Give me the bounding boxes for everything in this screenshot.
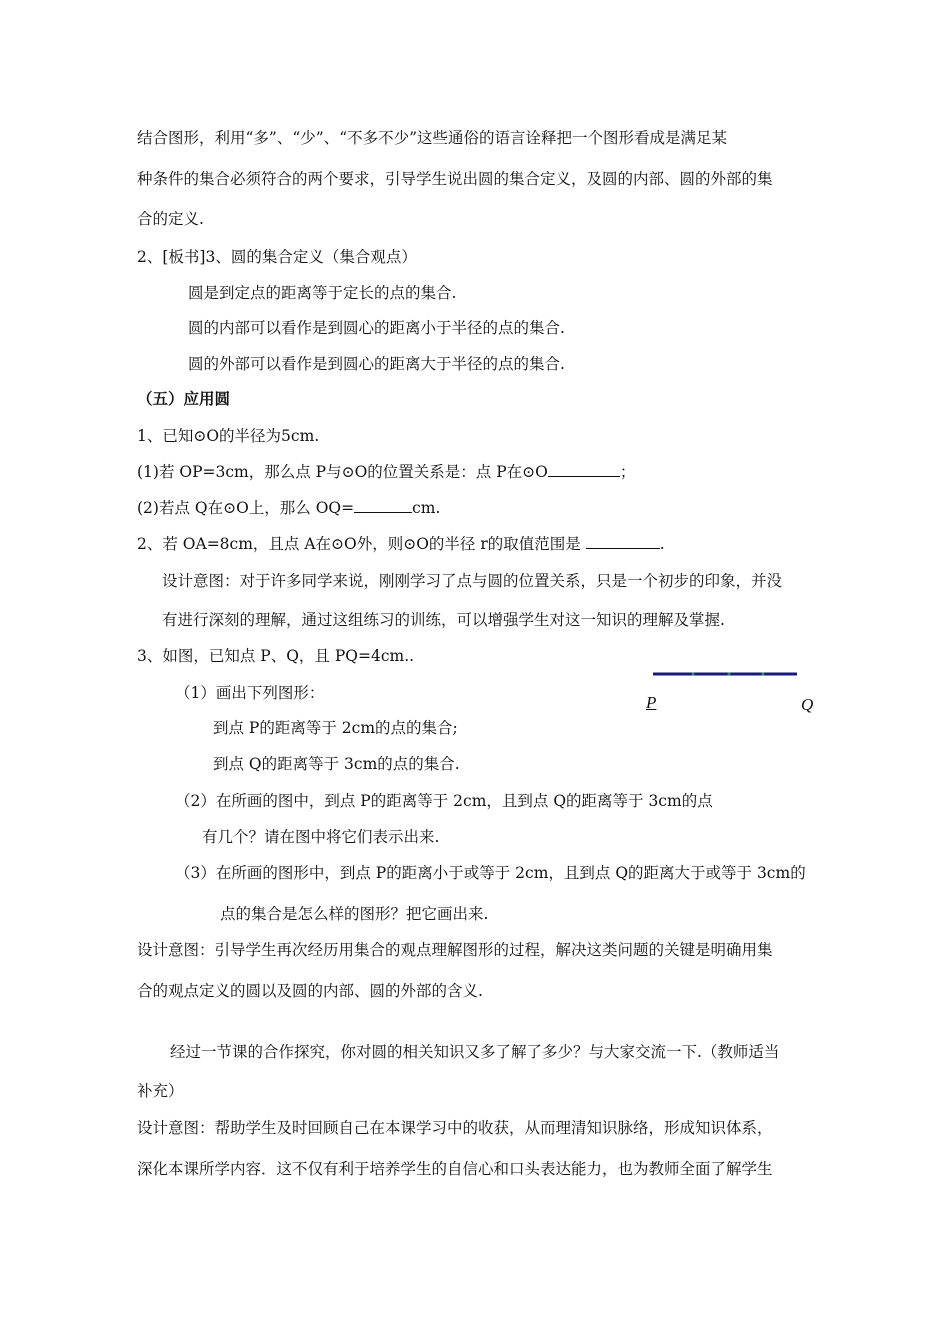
exercise3-part1a: 到点 P的距离等于 2cm的点的集合;	[213, 719, 458, 737]
circle-definition: 圆是到定点的距离等于定长的点的集合.	[188, 284, 457, 302]
exercise3-part3a: （3）在所画的图形中，到点 P的距离小于或等于 2cm，且到点 Q的距离大于或等于 3cm的	[175, 864, 806, 882]
exercise3-part1: （1）画出下列图形：	[175, 684, 325, 702]
intent1-line2: 有进行深刻的理解，通过这组练习的训练，可以增强学生对这一知识的理解及掌握.	[162, 611, 725, 629]
para1-line3: 合的定义.	[137, 210, 204, 228]
para1-line1: 结合图形，利用“多”、“少”、“不多不少”这些通俗的语言诠释把一个图形看成是满足某	[137, 129, 728, 147]
exercise1-q1	[137, 461, 635, 483]
summary-line2: 补充）	[137, 1082, 184, 1100]
summary-line1: 经过一节课的合作探究，你对圆的相关知识又多了解了多少？与大家交流一下.（教师适当	[170, 1043, 780, 1061]
exercise1-q1-text: (1)若 OP=3cm，那么点 P与⊙O的位置关系是：点 P在⊙O	[137, 463, 548, 481]
exercise3-part2b: 有几个？请在图中将它们表示出来.	[202, 828, 440, 846]
exercise1-stem: 1、已知⊙O的半径为5cm.	[137, 427, 320, 445]
point-p-label: P	[646, 693, 657, 712]
tick-mark	[762, 673, 765, 676]
segment-pq-figure	[645, 665, 825, 725]
answer-blank	[586, 533, 660, 549]
exercise1-q1-end: ；	[619, 463, 636, 481]
point-q-label: Q	[801, 695, 814, 714]
exercise3-stem: 3、如图，已知点 P、Q，且 PQ=4cm..	[137, 647, 415, 665]
intent2-line1: 设计意图：引导学生再次经历用集合的观点理解图形的过程，解决这类问题的关键是明确用集	[137, 941, 773, 959]
exercise3-part3b: 点的集合是怎么样的图形？把它画出来.	[220, 905, 489, 923]
exercise2-end: .	[659, 535, 665, 553]
interior-definition: 圆的内部可以看作是到圆心的距离小于半径的点的集合.	[188, 319, 565, 337]
section-title: （五）应用圆	[137, 390, 231, 408]
intent1-line1: 设计意图：对于许多同学来说，刚刚学习了点与圆的位置关系，只是一个初步的印象，并没	[162, 572, 783, 590]
exercise2-text: 2、若 OA=8cm，且点 A在⊙O外，则⊙O的半径 r的取值范围是	[137, 535, 586, 553]
intent3-line2: 深化本课所学内容．这不仅有利于培养学生的自信心和口头表达能力，也为教师全面了解学生	[137, 1160, 773, 1178]
exercise3-part2a: （2）在所画的图中，到点 P的距离等于 2cm，且到点 Q的距离等于 3cm的点	[175, 792, 713, 810]
answer-blank	[548, 461, 620, 477]
exercise1-q2	[137, 497, 440, 519]
exercise3-part1b: 到点 Q的距离等于 3cm的点的集合.	[213, 755, 460, 773]
exercise1-q2-end: cm.	[412, 499, 441, 517]
exercise2-stem	[137, 533, 665, 555]
tick-mark	[692, 673, 695, 676]
intent3-line1: 设计意图：帮助学生及时回顾自己在本课学习中的收获，从而理清知识脉络，形成知识体系，	[137, 1119, 773, 1137]
board-heading: 2、[板书]3、圆的集合定义（集合观点）	[137, 248, 417, 266]
tick-mark	[728, 673, 731, 676]
answer-blank	[354, 497, 412, 513]
exercise1-q2-text: (2)若点 Q在⊙O上，那么 OQ=	[137, 499, 355, 517]
para1-line2: 种条件的集合必须符合的两个要求，引导学生说出圆的集合定义，及圆的内部、圆的外部的集	[137, 170, 773, 188]
exterior-definition: 圆的外部可以看作是到圆心的距离大于半径的点的集合.	[188, 355, 565, 373]
intent2-line2: 合的观点定义的圆以及圆的内部、圆的外部的含义.	[137, 982, 483, 1000]
